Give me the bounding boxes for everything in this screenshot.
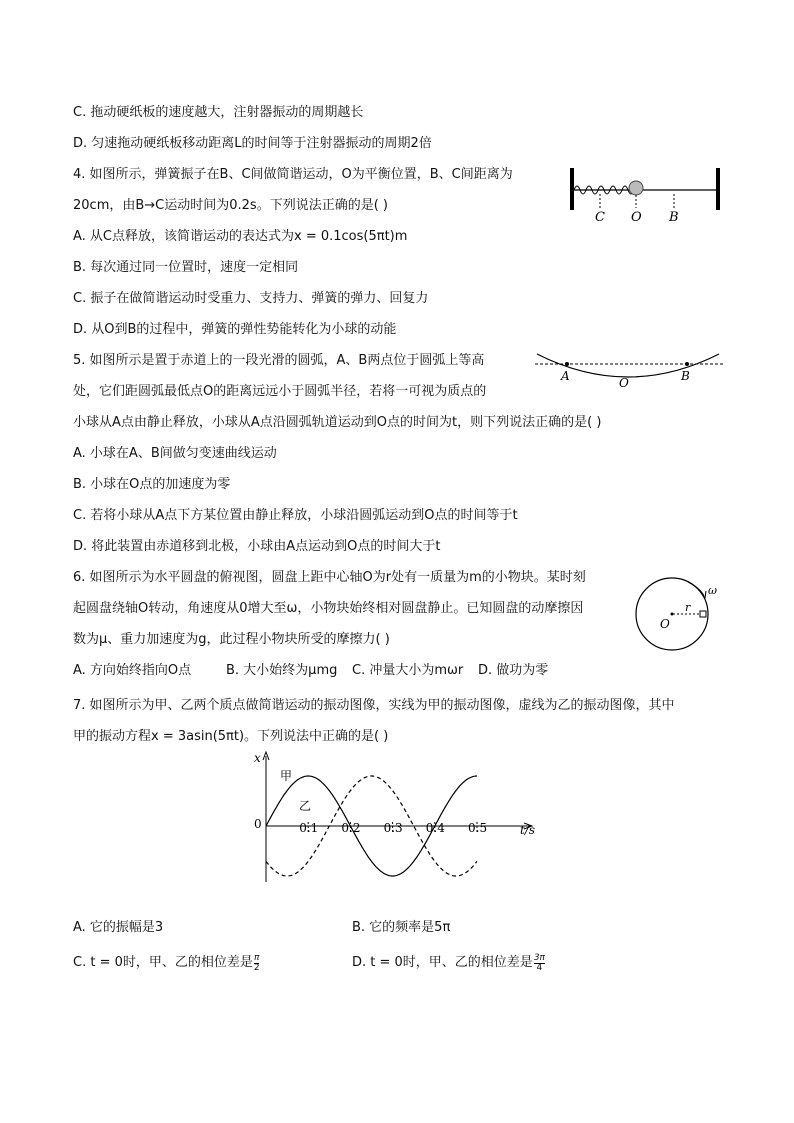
q5-stem-line2: 处，它们距圆弧最低点O的距离远远小于圆弧半径，若将一可视为质点的 [73,384,487,399]
spring-oscillator-figure [566,166,726,224]
label-b: B [669,210,679,224]
q6-option-b: B. 大小始终为μmg [226,663,338,678]
q7-stem-line2: 甲的振动方程x = 3asin(5πt)。下列说法中正确的是( ) [73,729,389,744]
tick-label: 0.4 [425,821,445,835]
fraction-num: 3π [533,952,545,963]
q7-option-d-text: D. t = 0时，甲、乙的相位差是 [352,955,533,970]
q3-option-c: C. 拖动硬纸板的速度越大，注射器振动的周期越长 [73,105,364,120]
label-omega: ω [708,584,717,597]
axis-label-x: x [254,751,261,765]
ball [629,181,643,195]
q7-option-c-fraction [254,954,260,973]
rotating-disk-figure [630,572,724,654]
tick-label: 0.2 [341,821,361,835]
q3-option-d: D. 匀速拖动硬纸板移动距离L的时间等于注射器振动的周期2倍 [73,136,432,151]
q5-option-a: A. 小球在A、B间做匀变速曲线运动 [73,446,277,461]
q5-option-b: B. 小球在O点的加速度为零 [73,477,231,492]
q7-option-d-fraction [534,954,545,973]
axis-label-t: t/s [520,823,536,837]
legend-yi: 乙 [299,799,312,813]
q7-stem-line1: 7. 如图所示为甲、乙两个质点做简谐运动的振动图像，实线为甲的振动图像，虚线为乙的振动图像，其中 [73,698,675,713]
q6-option-a: A. 方向始终指向O点 [73,663,192,678]
label-r: r [685,601,691,614]
fraction-den: 2 [253,962,260,973]
label-o: O [631,210,642,224]
origin-label: 0 [254,817,262,831]
block [700,611,706,617]
tick-label: 0.3 [383,821,403,835]
label-o: O [619,376,629,390]
q5-stem-line1: 5. 如图所示是置于赤道上的一段光滑的圆弧，A、B两点位于圆弧上等高 [73,353,485,368]
q6-stem-line2: 起圆盘绕轴O转动，角速度从0增大至ω，小物块始终相对圆盘静止。已知圆盘的动摩擦因 [73,601,584,616]
legend-jia: 甲 [280,769,293,783]
fraction-num: π [254,952,260,963]
q6-option-c: C. 冲量大小为mωr [352,663,464,678]
q6-stem-line3: 数为μ、重力加速度为g，此过程小物块所受的摩擦力( ) [73,632,390,647]
q4-stem-line2: 20cm，由B→C运动时间为0.2s。下列说法正确的是( ) [73,198,388,213]
q6-stem-line1: 6. 如图所示为水平圆盘的俯视图，圆盘上距中心轴O为r处有一质量为m的小物块。某时刻 [73,570,586,585]
q4-option-d: D. 从O到B的过程中，弹簧的弹性势能转化为小球的动能 [73,322,397,337]
q7-option-a: A. 它的振幅是3 [73,920,164,935]
q5-option-c: C. 若将小球从A点下方某位置由静止释放，小球沿圆弧运动到O点的时间等于t [73,508,518,523]
q4-option-c: C. 振子在做简谐运动时受重力、支持力、弹簧的弹力、回复力 [73,291,429,306]
q7-option-b: B. 它的频率是5π [352,920,451,935]
tick-label: 0.1 [299,821,319,835]
q4-stem-line1: 4. 如图所示，弹簧振子在B、C间做简谐运动，O为平衡位置，B、C间距离为 [73,167,513,182]
q7-option-d [352,953,545,973]
label-a: A [561,369,570,383]
label-c: C [595,210,605,224]
vibration-graph [250,748,550,888]
arc-track-figure [533,350,723,392]
q5-stem-line3: 小球从A点由静止释放，小球从A点沿圆弧轨道运动到O点的时间为t，则下列说法正确的是( ) [73,415,602,430]
tick-label: 0.5 [468,821,488,835]
label-b: B [681,369,690,383]
q4-option-b: B. 每次通过同一位置时，速度一定相同 [73,260,299,275]
q4-option-a: A. 从C点释放，该简谐运动的表达式为x = 0.1cos(5πt)m [73,229,408,244]
q7-option-c-text: C. t = 0时，甲、乙的相位差是 [73,955,253,970]
q6-option-d: D. 做功为零 [478,663,549,678]
q7-option-c [73,953,260,973]
q5-option-d: D. 将此装置由赤道移到北极，小球由A点运动到O点的时间大于t [73,539,441,554]
label-o: O [660,617,670,631]
fraction-den: 4 [536,962,543,973]
